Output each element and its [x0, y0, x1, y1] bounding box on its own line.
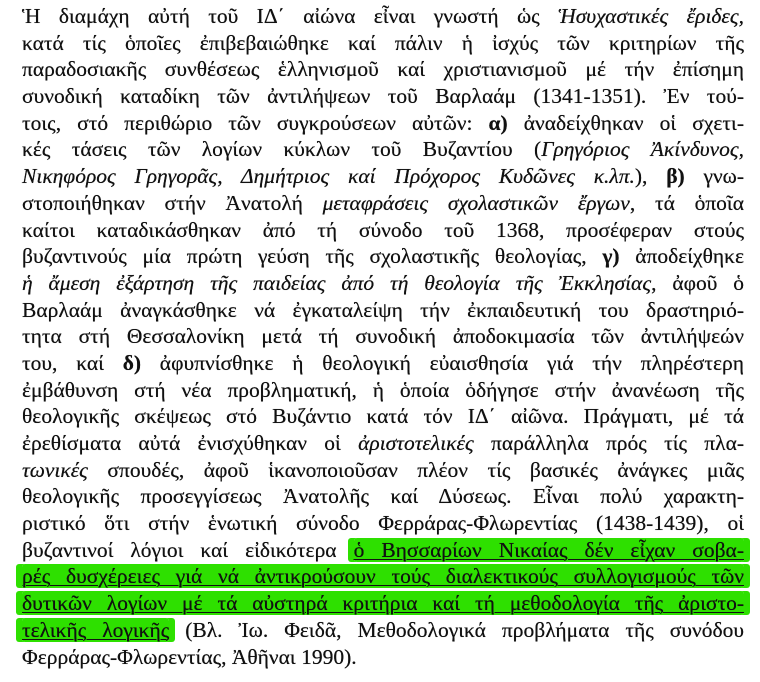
text-line: [22, 590, 744, 617]
document-page: [22, 3, 744, 670]
highlighted-text: τελικῆς λογικῆς: [22, 617, 170, 642]
text-segment: θεολογικῆς σκέψεως στό Βυζάντιο κατά τόν ΙΔ΄ αἰῶνα. Πράγματι, μέ τά: [22, 404, 744, 429]
text-line: [22, 30, 744, 57]
text-line: [22, 136, 744, 163]
highlighted-text: ρές δυσχέρειες γιά νά ἀντικρούσουν τούς διαλεκτικούς συλλογισμούς τῶν: [22, 564, 744, 589]
italic-text: Γρηγόριος Ἀκίνδυνος,: [541, 137, 744, 162]
text-segment: Φερράρας-Φλωρεντίας, Ἀθῆναι 1990).: [22, 644, 357, 669]
text-segment: σπουδές, ἀφοῦ ἱκανοποιοῦσαν πλέον τίς βασικές ἀνάγκες μιᾶς: [87, 457, 744, 482]
list-marker: β): [666, 164, 685, 189]
italic-text: ἀριστοτελικές: [358, 431, 474, 455]
text-line: [22, 56, 744, 83]
text-line: [22, 483, 744, 510]
italic-text: Νικηφόρος Γρηγορᾶς, Δημήτριος καί Πρόχορος Κυδῶνες κ.λπ.: [22, 164, 635, 189]
text-segment: Ἡ διαμάχη αὐτή τοῦ ΙΔ΄ αἰώνα εἶναι γνωστή ὡς: [22, 4, 559, 28]
text-line: [22, 190, 744, 217]
text-line: [22, 403, 744, 430]
text-segment: καίτοι καταδικάσθηκαν ἀπό τή σύνοδο τοῦ 1368, προσέφεραν στούς: [22, 217, 744, 242]
text-line: [22, 617, 744, 644]
text-segment: (Βλ. Ἰω. Φειδᾶ, Μεθοδολογικά προβλήματα τῆς συνόδου: [169, 617, 744, 642]
text-line: [22, 297, 744, 324]
list-marker: δ): [122, 350, 142, 375]
text-segment: κές τάσεις τῶν λογίων κύκλων τοῦ Βυζαντίου (: [22, 137, 542, 162]
text-line: [22, 110, 744, 137]
italic-text: μεταφράσεις σχολαστικῶν ἔργων: [322, 190, 630, 215]
text-segment: ἀφυπνίσθηκε ἡ θεολογική εὐαισθησία γιά τήν πληρέστερη: [141, 350, 745, 375]
text-line: [22, 163, 744, 190]
text-line: [22, 430, 744, 457]
italic-text: Ἡσυχαστικές ἔριδες,: [558, 4, 744, 28]
text-segment: ),: [634, 164, 667, 189]
text-segment: τητα στή Θεσσαλονίκη μετά τή συνοδική ἀποδοκιμασία τῶν ἀντιλήψεών: [22, 324, 744, 349]
text-line: [22, 323, 744, 350]
italic-text: ἡ ἄμεση ἐξάρτηση τῆς παιδείας ἀπό τή θεολογία τῆς Ἐκκλησίας: [22, 270, 652, 295]
text-line: [22, 510, 744, 537]
text-line: [22, 377, 744, 404]
text-line: [22, 350, 744, 377]
text-segment: στοποιήθηκαν στήν Ἀνατολή: [22, 190, 323, 215]
text-segment: ἀναδείχθηκαν οἱ σχετι-: [507, 110, 744, 135]
text-segment: , ἀφοῦ ὁ: [651, 270, 744, 295]
text-segment: παράλληλα πρός τίς πλα-: [473, 431, 744, 455]
text-segment: γνω-: [684, 164, 744, 189]
text-line: [22, 270, 744, 297]
highlighted-text: ὁ Βησσαρίων Νικαίας δέν εἶχαν σοβα-: [353, 537, 744, 562]
text-segment: βυζαντινούς μία πρώτη γεύση τῆς σχολαστικῆς θεολογίας,: [22, 244, 603, 269]
italic-text: τωνικές: [22, 457, 88, 482]
text-line: [22, 537, 744, 564]
list-marker: γ): [602, 244, 620, 269]
text-segment: κατά τίς ὁποῖες ἐπιβεβαιώθηκε καί πάλιν ἡ ἰσχύς τῶν κριτηρίων τῆς: [22, 30, 744, 55]
text-segment: ἐρεθίσματα αὐτά ἐνισχύθηκαν οἱ: [22, 431, 359, 455]
text-segment: , τά ὁποῖα: [629, 190, 744, 215]
list-marker: α): [488, 110, 508, 135]
text-line: [22, 217, 744, 244]
text-line: [22, 644, 744, 671]
text-segment: βυζαντινοί λόγιοι καί εἰδικότερα: [22, 537, 354, 562]
text-segment: ἀποδείχθηκε: [619, 244, 744, 269]
text-segment: παραδοσιακῆς συνθέσεως ἑλληνισμοῦ καί χριστιανισμοῦ μέ τήν ἐπίσημη: [22, 57, 744, 82]
text-segment: θεολογικῆς προσεγγίσεως Ἀνατολῆς καί Δύσεως. Εἶναι πολύ χαρακτη-: [22, 484, 744, 509]
text-segment: συνοδική καταδίκη τῶν ἀντιλήψεων τοῦ Βαρλαάμ (1341-1351). Ἐν τού-: [22, 84, 744, 109]
text-segment: ριστικό ὅτι στήν ἑνωτική σύνοδο Φερράρας-Φλωρεντίας (1438-1439), οἱ: [22, 511, 744, 536]
text-segment: ἐμβάθυνση στή νέα προβληματική, ἡ ὁποία ὁδήγησε στήν ἀνανέωση τῆς: [22, 377, 744, 402]
text-line: [22, 457, 744, 484]
text-line: [22, 83, 744, 110]
text-segment: Βαρλαάμ ἀναγκάσθηκε νά ἐγκαταλείψη τήν ἐκπαιδευτική του δραστηριό-: [22, 297, 744, 322]
text-segment: τοις, στό περιθώριο τῶν συγκρούσεων αὐτῶν:: [22, 110, 489, 135]
text-segment: του, καί: [22, 350, 123, 375]
highlighted-text: δυτικῶν λογίων μέ τά αὐστηρά κριτήρια καί τή μεθοδολογία τῆς ἀριστο-: [22, 591, 744, 616]
text-line: [22, 563, 744, 590]
text-line: [22, 243, 744, 270]
text-line: [22, 3, 744, 30]
